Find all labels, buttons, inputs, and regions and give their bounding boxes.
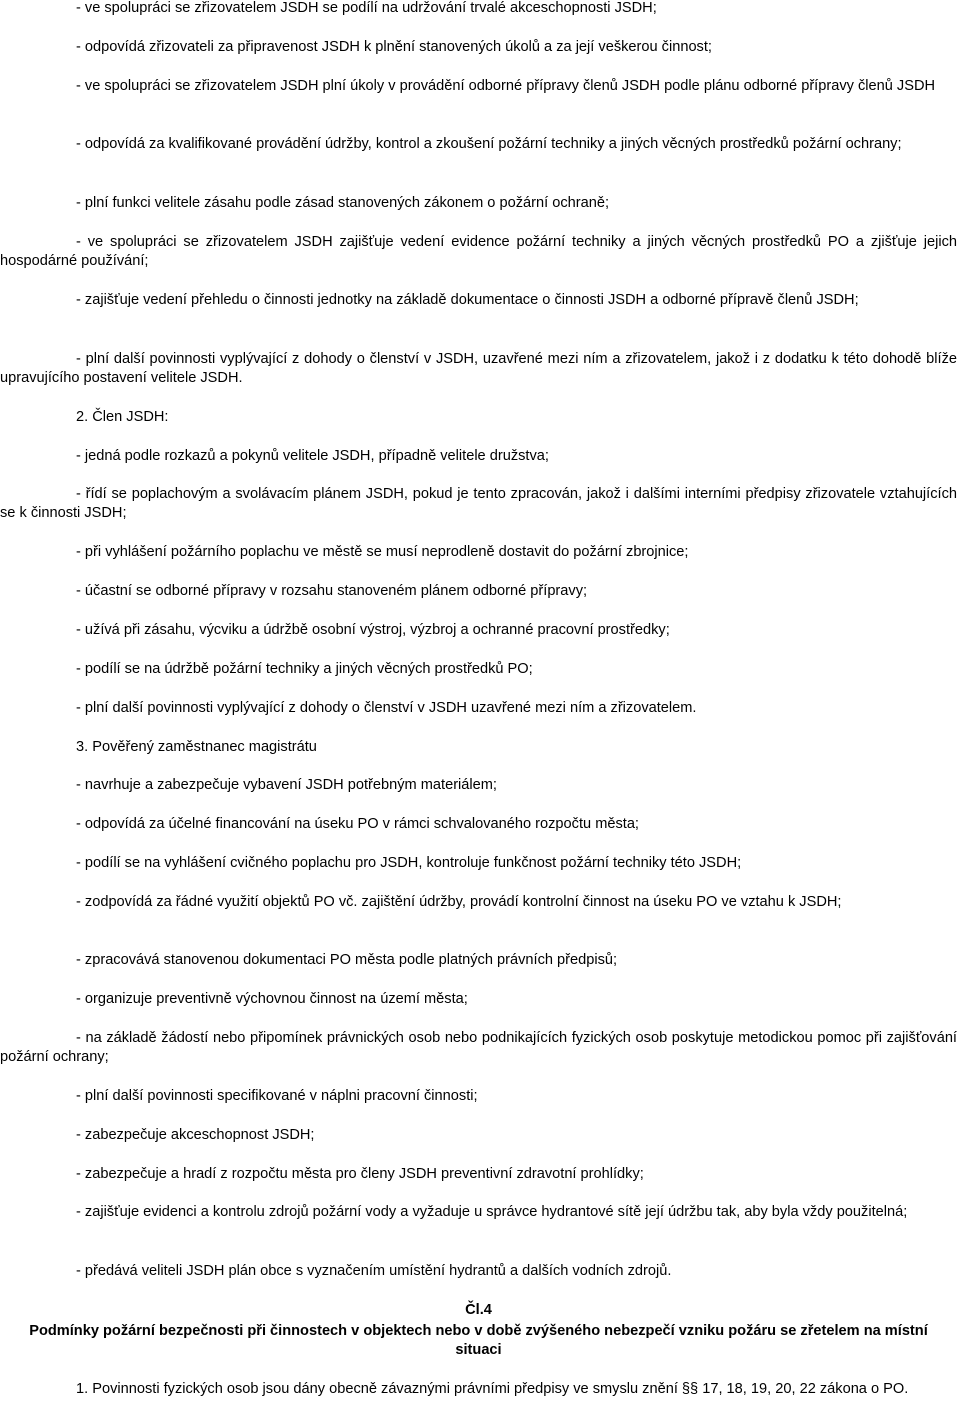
paragraph: - ve spolupráci se zřizovatelem JSDH zajišťuje vedení evidence požární techniky a jiných věcných prostředků PO a zjišťuje jejich hospodárné používání; — [0, 234, 957, 269]
paragraph: - plní funkci velitele zásahu podle zásad stanovených zákonem o požární ochraně; — [76, 195, 609, 211]
paragraph: - jedná podle rozkazů a pokynů velitele JSDH, případně velitele družstva; — [76, 448, 549, 464]
paragraph: - zabezpečuje a hradí z rozpočtu města pro členy JSDH preventivní zdravotní prohlídky; — [76, 1166, 644, 1182]
paragraph: - plní další povinnosti specifikované v náplni pracovní činnosti; — [76, 1088, 478, 1104]
paragraph: - řídí se poplachovým a svolávacím plánem JSDH, pokud je tento zpracován, jakož i dalšími interními předpisy zřizovatele vztahujících se k činnosti JSDH; — [0, 486, 957, 521]
paragraph: - navrhuje a zabezpečuje vybavení JSDH potřebným materiálem; — [76, 777, 497, 793]
paragraph: - zabezpečuje akceschopnost JSDH; — [76, 1127, 315, 1143]
paragraph: - organizuje preventivně výchovnou činnost na území města; — [76, 991, 468, 1007]
paragraph: - odpovídá za kvalifikované provádění údržby, kontrol a zkoušení požární techniky a jiných věcných prostředků požární ochrany; — [76, 136, 902, 152]
paragraph: - ve spolupráci se zřizovatelem JSDH se podílí na udržování trvalé akceschopnosti JSDH; — [76, 0, 657, 16]
paragraph: - plní další povinnosti vyplývající z dohody o členství v JSDH uzavřené mezi ním a zřizovatelem. — [76, 700, 697, 716]
article-title: Podmínky požární bezpečnosti při činnostech v objektech nebo v době zvýšeného nebezpečí vzniku požáru se zřetelem na místní situaci — [29, 1323, 928, 1358]
paragraph: - předává veliteli JSDH plán obce s vyznačením umístění hydrantů a dalších vodních zdrojů. — [76, 1263, 672, 1279]
section-number: 2. Člen JSDH: — [76, 409, 169, 425]
paragraph: - ve spolupráci se zřizovatelem JSDH plní úkoly v provádění odborné přípravy členů JSDH podle plánu odborné přípravy členů JSDH — [76, 78, 936, 94]
paragraph: - plní další povinnosti vyplývající z dohody o členství v JSDH, uzavřené mezi ním a zřizovatelem, jakož i z dodatku k této dohodě blíže upravujícího postavení velitele JSDH. — [0, 351, 957, 386]
paragraph: - odpovídá za účelné financování na úseku PO v rámci schvalovaného rozpočtu města; — [76, 816, 639, 832]
article-number: Čl.4 — [465, 1302, 492, 1318]
paragraph: - při vyhlášení požárního poplachu ve městě se musí neprodleně dostavit do požární zbrojnice; — [76, 544, 689, 560]
paragraph: - odpovídá zřizovateli za připravenost JSDH k plnění stanovených úkolů a za její veškerou činnost; — [76, 39, 712, 55]
paragraph: - zajišťuje evidenci a kontrolu zdrojů požární vody a vyžaduje u správce hydrantové sítě její údržbu tak, aby byla vždy použitelná; — [76, 1204, 908, 1220]
paragraph: - zodpovídá za řádné využití objektů PO vč. zajištění údržby, provádí kontrolní činnost na úseku PO ve vztahu k JSDH; — [76, 894, 842, 910]
paragraph: - na základě žádostí nebo připomínek právnických osob nebo podnikajících fyzických osob poskytuje metodickou pomoc při zajišťování požární ochrany; — [0, 1030, 957, 1065]
paragraph: - zajišťuje vedení přehledu o činnosti jednotky na základě dokumentace o činnosti JSDH a odborné přípravě členů JSDH; — [76, 292, 859, 308]
paragraph: - podílí se na vyhlášení cvičného poplachu pro JSDH, kontroluje funkčnost požární techniky této JSDH; — [76, 855, 742, 871]
paragraph: - podílí se na údržbě požární techniky a jiných věcných prostředků PO; — [76, 661, 533, 677]
paragraph: - zpracovává stanovenou dokumentaci PO města podle platných právních předpisů; — [76, 952, 618, 968]
paragraph: - účastní se odborné přípravy v rozsahu stanoveném plánem odborné přípravy; — [76, 583, 588, 599]
section-number: 3. Pověřený zaměstnanec magistrátu — [76, 739, 317, 755]
paragraph: - užívá při zásahu, výcviku a údržbě osobní výstroj, výzbroj a ochranné pracovní prostředky; — [76, 622, 670, 638]
paragraph: 1. Povinnosti fyzických osob jsou dány obecně závaznými právními předpisy ve smyslu znění §§ 17, 18, 19, 20, 22 zákona o PO. — [76, 1381, 909, 1397]
